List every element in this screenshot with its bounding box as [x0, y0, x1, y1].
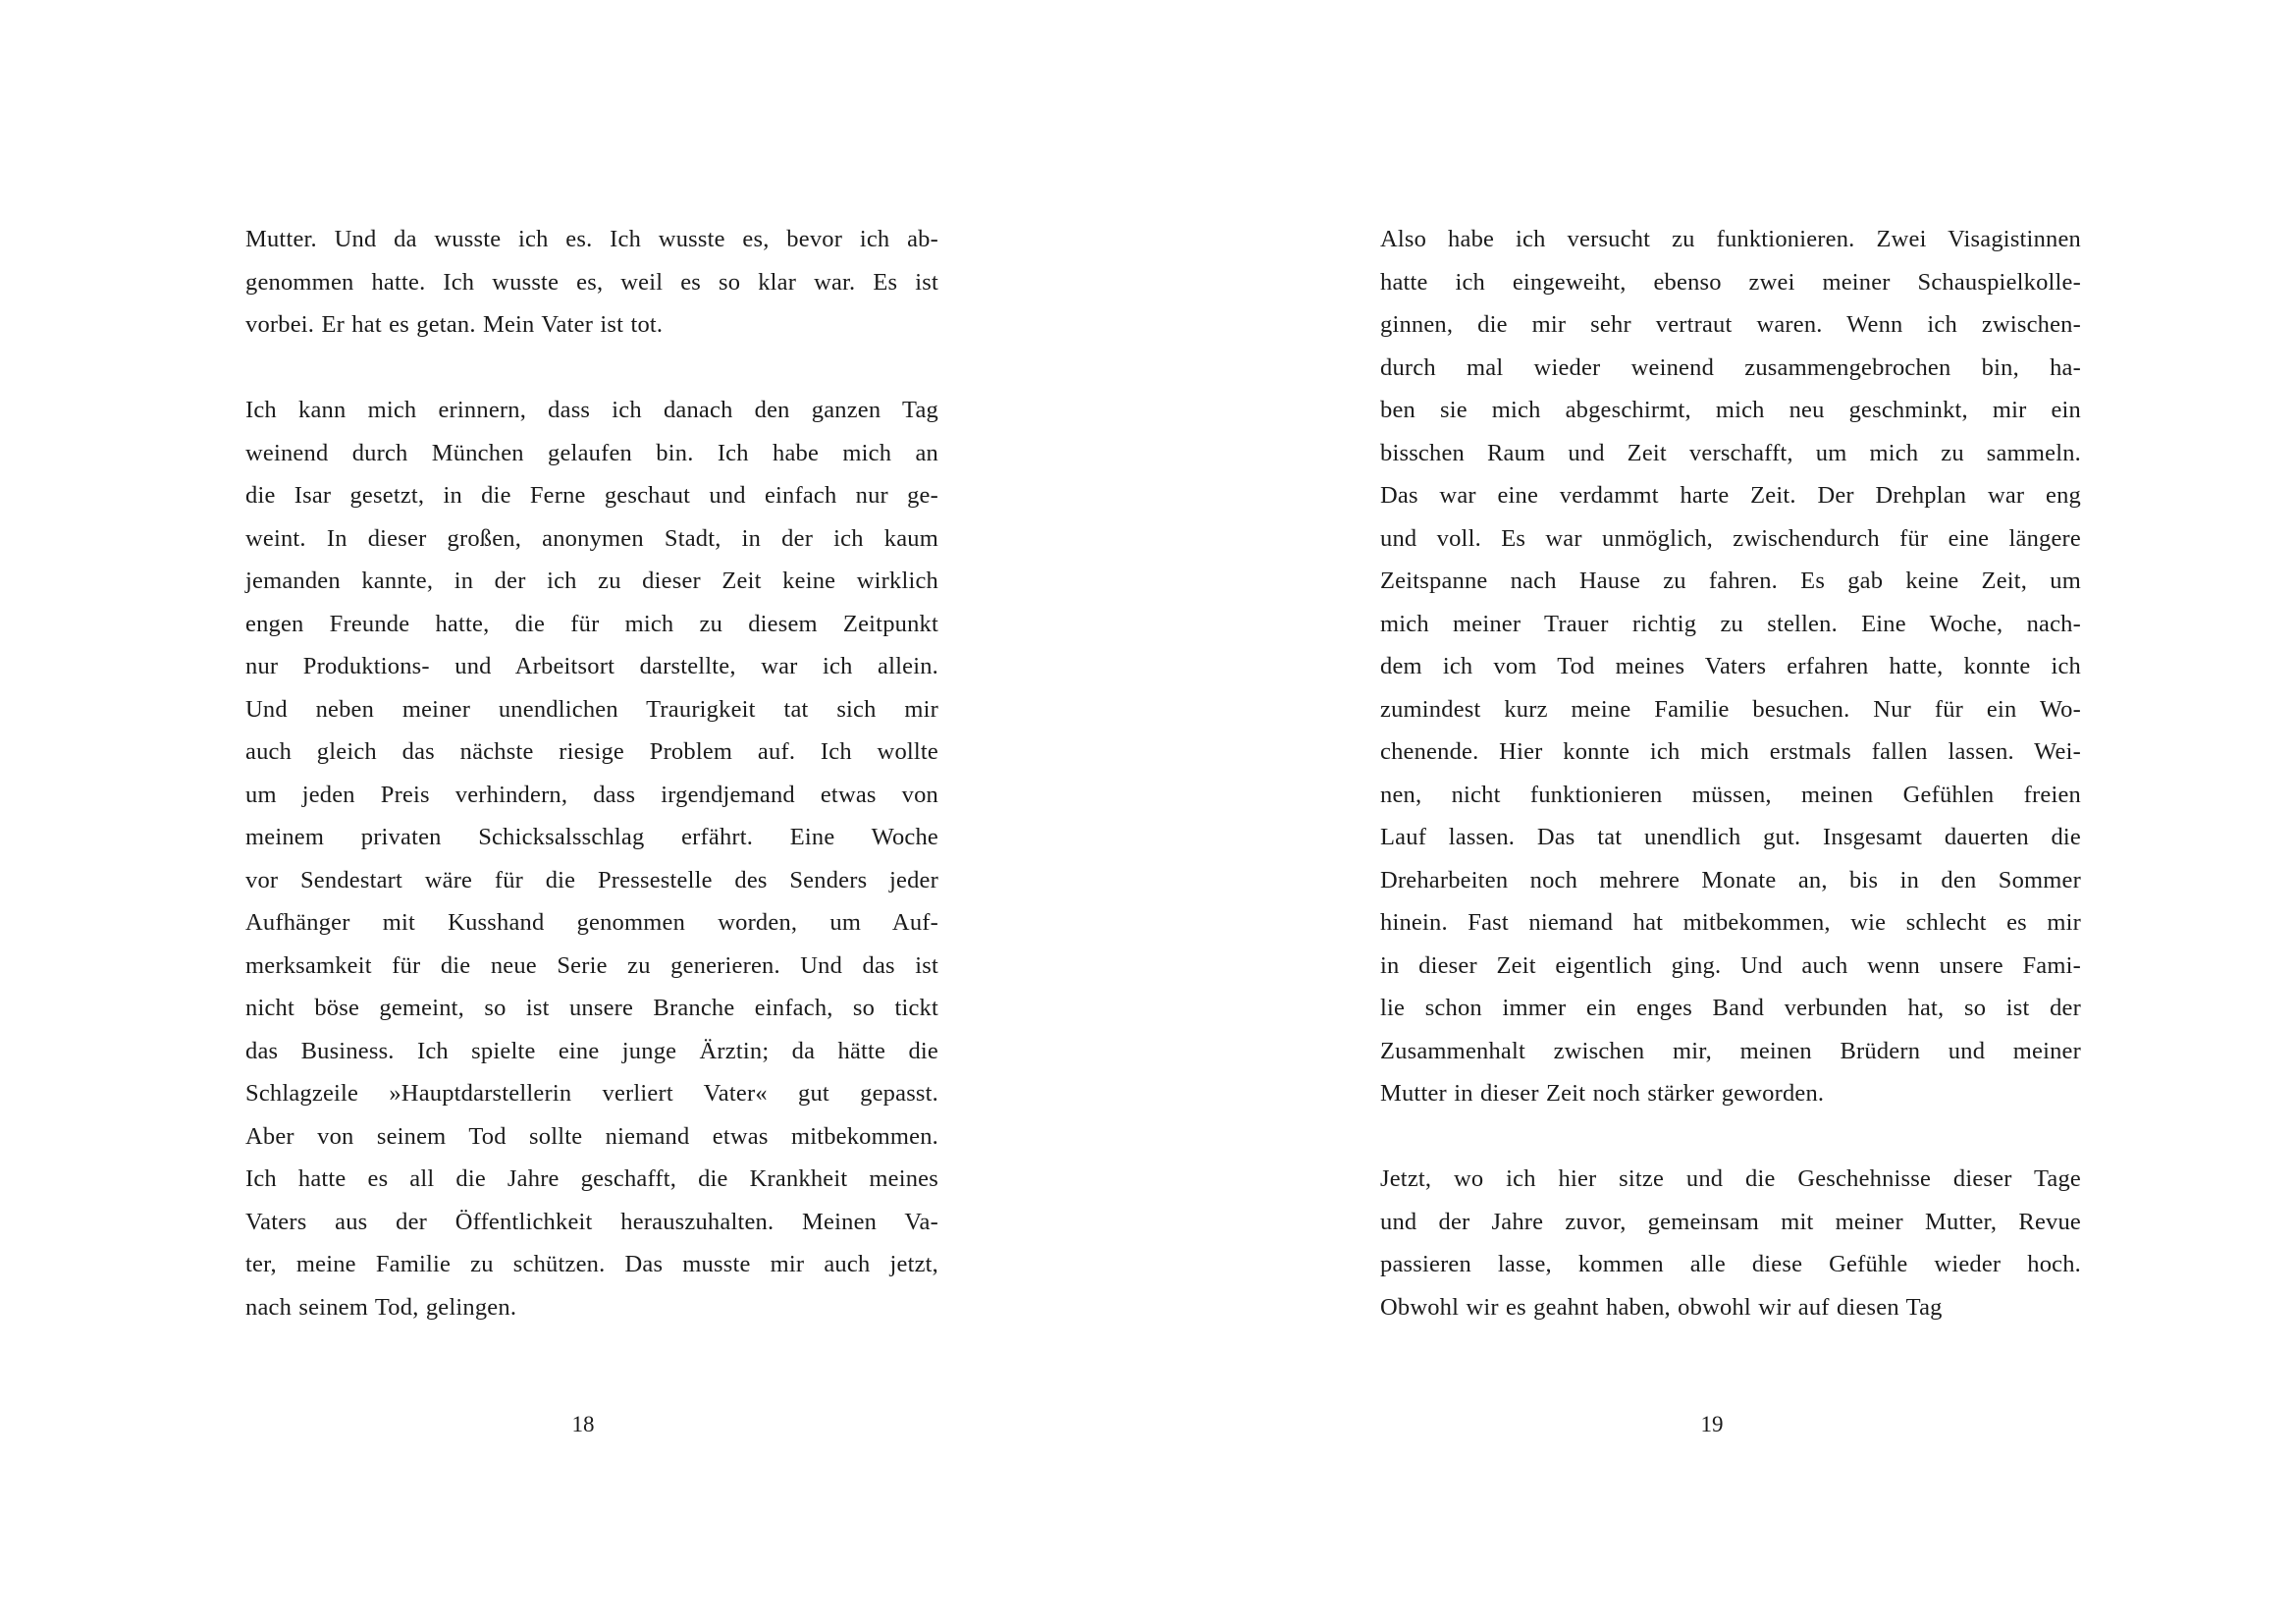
text-line: Mutter. Und da wusste ich es. Ich wusste es, bevor ich ab- [245, 226, 938, 252]
text-line: hinein. Fast niemand hat mitbekommen, wie schlecht es mir [1380, 909, 2081, 936]
text-line: ter, meine Familie zu schützen. Das musste mir auch jetzt, [245, 1251, 938, 1277]
text-line: bisschen Raum und Zeit verschafft, um mich zu sammeln. [1380, 439, 2081, 466]
text-line: Aufhänger mit Kusshand genommen worden, um Auf- [245, 909, 938, 936]
paragraph [245, 389, 938, 1328]
text-line: Das war eine verdammt harte Zeit. Der Drehplan war eng [1380, 482, 2081, 509]
text-line: nach seinem Tod, gelingen. [245, 1293, 517, 1321]
text-line: Ich kann mich erinnern, dass ich danach den ganzen Tag [245, 397, 938, 423]
text-line: jemanden kannte, in der ich zu dieser Zeit keine wirklich [245, 568, 938, 594]
text-line: nicht böse gemeint, so ist unsere Branche einfach, so tickt [245, 995, 938, 1021]
paragraph [1380, 218, 2081, 1115]
text-line: auch gleich das nächste riesige Problem auf. Ich wollte [245, 738, 938, 765]
text-line: um jeden Preis verhindern, dass irgendjemand etwas von [245, 781, 938, 808]
text-line: und voll. Es war unmöglich, zwischendurch für eine längere [1380, 524, 2081, 552]
left-page-number: 18 [571, 1412, 595, 1436]
text-line: engen Freunde hatte, die für mich zu diesem Zeitpunkt [245, 610, 938, 637]
text-line: nen, nicht funktionieren müssen, meinen Gefühlen freien [1380, 781, 2081, 808]
text-line: und der Jahre zuvor, gemeinsam mit meiner Mutter, Revue [1380, 1208, 2081, 1235]
text-line: zumindest kurz meine Familie besuchen. Nur für ein Wo- [1380, 695, 2081, 723]
text-line: Zusammenhalt zwischen mir, meinen Brüdern und meiner [1380, 1037, 2081, 1064]
text-line: Und neben meiner unendlichen Traurigkeit tat sich mir [245, 695, 938, 723]
text-line: chenende. Hier konnte ich mich erstmals fallen lassen. Wei- [1380, 738, 2081, 765]
text-line: Vaters aus der Öffentlichkeit herauszuhalten. Meinen Va- [245, 1208, 938, 1235]
text-line: weinend durch München gelaufen bin. Ich habe mich an [245, 439, 938, 466]
text-line: genommen hatte. Ich wusste es, weil es so klar war. Es ist [245, 268, 938, 296]
text-line: Jetzt, wo ich hier sitze und die Geschehnisse dieser Tage [1380, 1165, 2081, 1192]
left-page-text [245, 218, 938, 1328]
text-line: ben sie mich abgeschirmt, mich neu geschminkt, mir ein [1380, 397, 2081, 423]
text-line: mich meiner Trauer richtig zu stellen. Eine Woche, nach- [1380, 610, 2081, 637]
text-line: Schlagzeile »Hauptdarstellerin verliert Vater« gut gepasst. [245, 1080, 938, 1107]
text-line: das Business. Ich spielte eine junge Ärztin; da hätte die [245, 1037, 938, 1064]
text-line: hatte ich eingeweiht, ebenso zwei meiner Schauspielkolle- [1380, 268, 2081, 296]
text-line: lie schon immer ein enges Band verbunden hat, so ist der [1380, 995, 2081, 1021]
text-line: Zeitspanne nach Hause zu fahren. Es gab keine Zeit, um [1380, 568, 2081, 594]
text-line: weint. In dieser großen, anonymen Stadt, in der ich kaum [245, 524, 938, 552]
text-line: dem ich vom Tod meines Vaters erfahren hatte, konnte ich [1380, 653, 2081, 679]
text-line: nur Produktions- und Arbeitsort darstellte, war ich allein. [245, 653, 938, 679]
paragraph [1380, 1158, 2081, 1328]
text-line: Also habe ich versucht zu funktionieren. Zwei Visagistinnen [1380, 226, 2081, 252]
text-line: die Isar gesetzt, in die Ferne geschaut und einfach nur ge- [245, 482, 938, 509]
text-line: in dieser Zeit eigentlich ging. Und auch wenn unsere Fami- [1380, 951, 2081, 979]
right-page-text [1380, 218, 2081, 1328]
text-line: merksamkeit für die neue Serie zu generieren. Und das ist [245, 951, 938, 979]
text-line: Obwohl wir es geahnt haben, obwohl wir auf diesen Tag [1380, 1293, 1943, 1321]
text-line: Lauf lassen. Das tat unendlich gut. Insgesamt dauerten die [1380, 824, 2081, 850]
text-line: vor Sendestart wäre für die Pressestelle des Senders jeder [245, 866, 938, 893]
text-line: ginnen, die mir sehr vertraut waren. Wenn ich zwischen- [1380, 311, 2081, 338]
text-line: Ich hatte es all die Jahre geschafft, die Krankheit meines [245, 1165, 938, 1192]
right-page-number: 19 [1700, 1412, 1724, 1436]
paragraph [245, 218, 938, 347]
text-line: passieren lasse, kommen alle diese Gefühle wieder hoch. [1380, 1251, 2081, 1277]
text-line: Aber von seinem Tod sollte niemand etwas mitbekommen. [245, 1122, 938, 1150]
text-line: meinem privaten Schicksalsschlag erfährt. Eine Woche [245, 824, 938, 850]
text-line: Dreharbeiten noch mehrere Monate an, bis in den Sommer [1380, 866, 2081, 893]
text-line: vorbei. Er hat es getan. Mein Vater ist tot. [245, 311, 664, 338]
text-line: durch mal wieder weinend zusammengebrochen bin, ha- [1380, 353, 2081, 381]
text-line: Mutter in dieser Zeit noch stärker geworden. [1380, 1080, 1825, 1107]
